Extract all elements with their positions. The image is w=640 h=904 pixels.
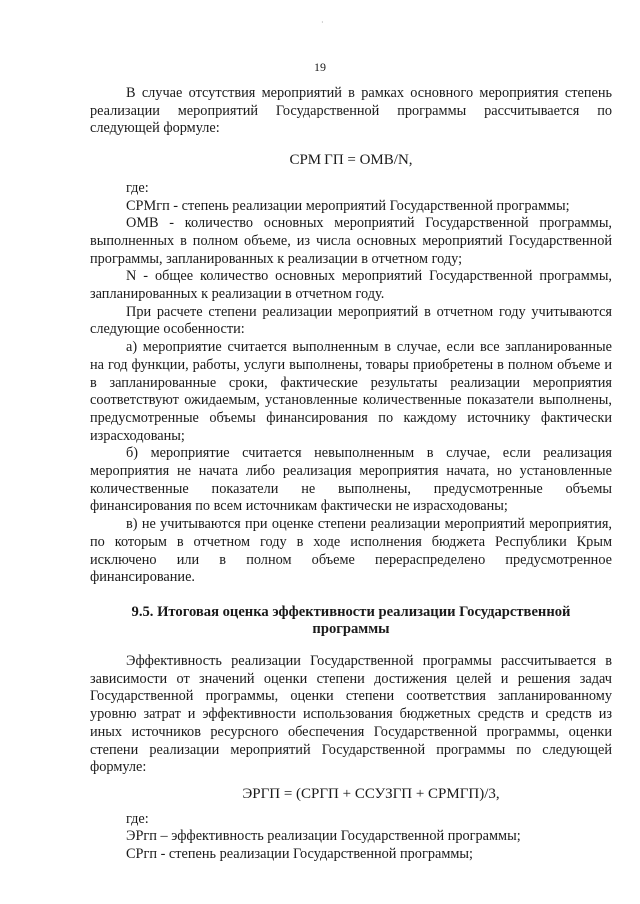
where-label-2: где: [126,810,149,827]
list-item-v: в) не учитываются при оценке степени реализации мероприятий мероприятия, по которым в отчетном году в ходе исполнения бюджета Республики Крым исключено или в полном объеме перераспределено предусмотренное финансирование. [90,516,612,586]
definition-er: ЭРгп – эффективность реализации Государственной программы; [126,828,521,845]
section-heading-line2: программы [312,620,390,637]
list-item-b: б) мероприятие считается невыполненным в случае, если реализация мероприятия не начата либо реализация мероприятия начата, но установленные количественные показатели не выполнены, предусмотренные объемы финансирования по всем источникам фактически не израсходованы; [90,445,612,515]
definition-srm: СРМгп - степень реализации мероприятий Государственной программы; [126,197,570,214]
definition-n: N - общее количество основных мероприятий Государственной программы, запланированных к реализации в отчетном году. [90,268,612,303]
page-content [90,85,612,864]
formula-srm: СРМ ГП = ОМВ/N, [289,152,413,169]
definition-omv: ОМВ - количество основных мероприятий Государственной программы, выполненных в полном объеме, из числа основных мероприятий Государственной программы, запланированных к реализации в отчетном году; [90,215,612,267]
paragraph-features: При расчете степени реализации мероприятий в отчетном году учитываются следующие особенности: [90,303,612,338]
where-label: где: [126,179,149,196]
page-number: 19 [314,60,326,74]
top-mark: · [321,18,324,27]
paragraph-intro: В случае отсутствия мероприятий в рамках основного мероприятия степень реализации мероприятий Государственной программы рассчитывается по следующей формуле: [90,85,612,137]
section-heading-line1: 9.5. Итоговая оценка эффективности реализации Государственной [131,603,571,620]
section-heading [90,604,612,638]
definition-sr: СРгп - степень реализации Государственной программы; [126,846,473,863]
list-item-a: а) мероприятие считается выполненным в случае, если все запланированные на год функции, работы, услуги выполнены, товары приобретены в полном объеме и в запланированные сроки, фактические результаты реализации мероприятия соответствуют ожидаемым, установленные количественные показатели выполнены, предусмотренные объемы финансирования по каждому источнику фактически израсходованы; [90,339,612,444]
formula-er: ЭРГП = (СРГП + ССУЗГП + СРМГП)/3, [242,785,500,802]
paragraph-efficiency: Эффективность реализации Государственной программы рассчитывается в зависимости от значений оценки степени достижения целей и решения задач Государственной программы, оценки степени соответствия запланированному уровню затрат и эффективности использования бюджетных средств и средств из иных источников ресурсного обеспечения Государственной программы, оценки степени реализации мероприятий Государственной программы по следующей формуле: [90,652,612,776]
